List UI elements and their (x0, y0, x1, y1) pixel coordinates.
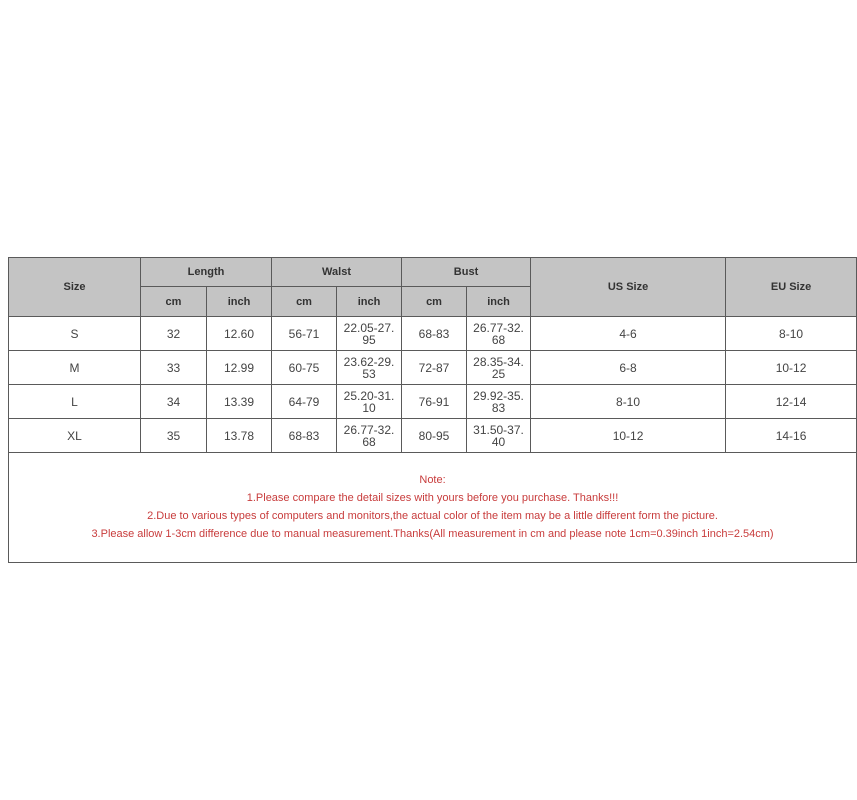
length-cm-cell: 34 (141, 385, 207, 419)
length-cm-cell: 32 (141, 317, 207, 351)
header-bust-cm: cm (402, 287, 467, 317)
header-us-size: US Size (531, 258, 726, 317)
bust-cm-cell: 80-95 (402, 419, 467, 453)
note-line-2: 2.Due to various types of computers and monitors,the actual color of the item may be a little different form the picture. (147, 510, 718, 522)
header-length-cm: cm (141, 287, 207, 317)
waist-inch-cell: 22.05-27.95 (337, 317, 402, 351)
header-length: Length (141, 258, 272, 287)
waist-cm-cell: 56-71 (272, 317, 337, 351)
length-inch-cell: 13.78 (207, 419, 272, 453)
table-row (9, 385, 857, 419)
size-cell: XL (9, 419, 141, 453)
waist-cm-cell: 68-83 (272, 419, 337, 453)
length-inch-cell: 12.99 (207, 351, 272, 385)
size-cell: S (9, 317, 141, 351)
length-inch-cell: 13.39 (207, 385, 272, 419)
eu-size-cell: 10-12 (726, 351, 857, 385)
bust-cm-cell: 76-91 (402, 385, 467, 419)
length-inch-cell: 12.60 (207, 317, 272, 351)
table-row (9, 419, 857, 453)
bust-inch-cell: 26.77-32.68 (467, 317, 531, 351)
note-title: Note: (419, 474, 446, 486)
table-row (9, 351, 857, 385)
header-row-main (9, 258, 857, 287)
us-size-cell: 4-6 (531, 317, 726, 351)
waist-inch-cell: 25.20-31.10 (337, 385, 402, 419)
header-size: Size (9, 258, 141, 317)
bust-cm-cell: 68-83 (402, 317, 467, 351)
size-cell: L (9, 385, 141, 419)
header-waist-inch: inch (337, 287, 402, 317)
table-row (9, 317, 857, 351)
header-length-inch: inch (207, 287, 272, 317)
us-size-cell: 8-10 (531, 385, 726, 419)
header-bust-inch: inch (467, 287, 531, 317)
eu-size-cell: 12-14 (726, 385, 857, 419)
bust-cm-cell: 72-87 (402, 351, 467, 385)
bust-inch-cell: 28.35-34.25 (467, 351, 531, 385)
size-chart-table (8, 257, 857, 563)
size-cell: M (9, 351, 141, 385)
waist-inch-cell: 23.62-29.53 (337, 351, 402, 385)
header-eu-size: EU Size (726, 258, 857, 317)
waist-cm-cell: 64-79 (272, 385, 337, 419)
us-size-cell: 10-12 (531, 419, 726, 453)
note-line-3: 3.Please allow 1-3cm difference due to manual measurement.Thanks(All measurement in cm and please note 1cm=0.39inch 1inch=2.54cm) (91, 528, 774, 540)
length-cm-cell: 33 (141, 351, 207, 385)
note-row (9, 453, 857, 563)
eu-size-cell: 8-10 (726, 317, 857, 351)
eu-size-cell: 14-16 (726, 419, 857, 453)
length-cm-cell: 35 (141, 419, 207, 453)
note-line-1: 1.Please compare the detail sizes with yours before you purchase. Thanks!!! (246, 492, 619, 504)
header-bust: Bust (402, 258, 531, 287)
header-waist-cm: cm (272, 287, 337, 317)
bust-inch-cell: 31.50-37.40 (467, 419, 531, 453)
note-box (9, 453, 857, 563)
header-waist: Walst (272, 258, 402, 287)
us-size-cell: 6-8 (531, 351, 726, 385)
waist-cm-cell: 60-75 (272, 351, 337, 385)
bust-inch-cell: 29.92-35.83 (467, 385, 531, 419)
waist-inch-cell: 26.77-32.68 (337, 419, 402, 453)
